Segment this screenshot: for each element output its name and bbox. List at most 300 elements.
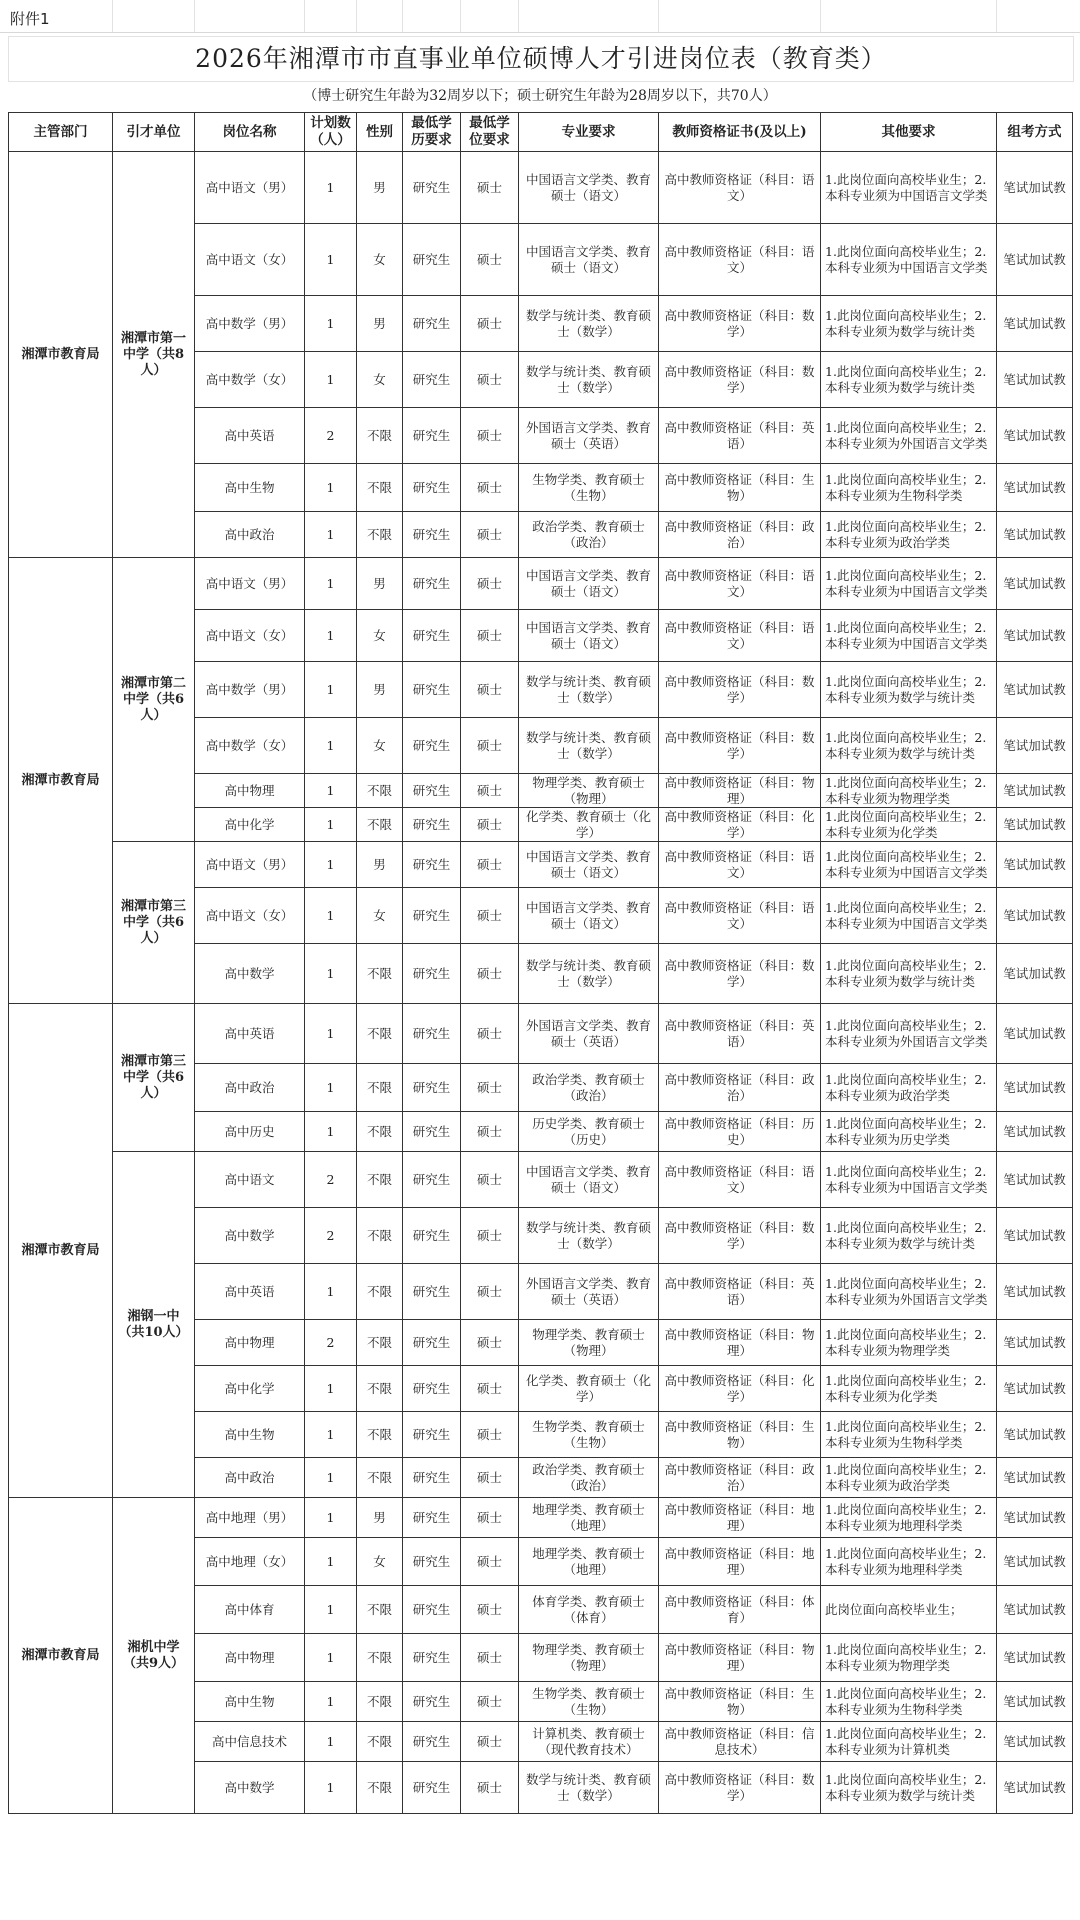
min-education-cell: 研究生 <box>403 464 461 512</box>
exam-method-cell: 笔试加试教 <box>997 1762 1073 1814</box>
certificate-requirement-cell: 高中教师资格证（科目：政治） <box>659 1064 821 1112</box>
min-education-cell: 研究生 <box>403 1458 461 1498</box>
header-min-education: 最低学历要求 <box>403 113 461 152</box>
certificate-requirement-cell: 高中教师资格证（科目：数学） <box>659 296 821 352</box>
min-education-cell: 研究生 <box>403 224 461 296</box>
major-requirement-cell: 数学与统计类、教育硕士（数学） <box>519 296 659 352</box>
major-requirement-cell: 物理学类、教育硕士（物理） <box>519 1634 659 1682</box>
gender-cell: 男 <box>357 662 403 718</box>
other-requirement-cell: 1.此岗位面向高校毕业生；2.本科专业须为历史学类 <box>821 1112 997 1152</box>
min-education-cell: 研究生 <box>403 610 461 662</box>
other-requirement-cell: 1.此岗位面向高校毕业生；2.本科专业须为生物科学类 <box>821 464 997 512</box>
certificate-requirement-cell: 高中教师资格证（科目：地理） <box>659 1498 821 1538</box>
min-degree-cell: 硕士 <box>461 944 519 1004</box>
other-requirement-cell: 1.此岗位面向高校毕业生；2.本科专业须为政治学类 <box>821 1064 997 1112</box>
certificate-requirement-cell: 高中教师资格证（科目：英语） <box>659 1264 821 1320</box>
exam-method-cell: 笔试加试教 <box>997 1682 1073 1722</box>
certificate-requirement-cell: 高中教师资格证（科目：数学） <box>659 1762 821 1814</box>
other-requirement-cell: 1.此岗位面向高校毕业生；2.本科专业须为地理科学类 <box>821 1538 997 1586</box>
header-position: 岗位名称 <box>195 113 305 152</box>
position-name-cell: 高中地理（女） <box>195 1538 305 1586</box>
min-education-cell: 研究生 <box>403 944 461 1004</box>
position-name-cell: 高中英语 <box>195 408 305 464</box>
certificate-requirement-cell: 高中教师资格证（科目：信息技术） <box>659 1722 821 1762</box>
major-requirement-cell: 中国语言文学类、教育硕士（语文） <box>519 610 659 662</box>
min-degree-cell: 硕士 <box>461 224 519 296</box>
certificate-requirement-cell: 高中教师资格证（科目：数学） <box>659 1208 821 1264</box>
min-degree-cell: 硕士 <box>461 1366 519 1412</box>
certificate-requirement-cell: 高中教师资格证（科目：语文） <box>659 842 821 888</box>
gender-cell: 女 <box>357 610 403 662</box>
min-degree-cell: 硕士 <box>461 1634 519 1682</box>
plan-count-cell: 1 <box>305 1366 357 1412</box>
certificate-requirement-cell: 高中教师资格证（科目：生物） <box>659 1682 821 1722</box>
sheet-cell <box>820 0 997 32</box>
header-major: 专业要求 <box>519 113 659 152</box>
table-body <box>9 152 1073 1814</box>
gender-cell: 不限 <box>357 774 403 808</box>
gender-cell: 不限 <box>357 1682 403 1722</box>
min-degree-cell: 硕士 <box>461 1412 519 1458</box>
position-name-cell: 高中语文（女） <box>195 610 305 662</box>
plan-count-cell: 1 <box>305 610 357 662</box>
exam-method-cell: 笔试加试教 <box>997 774 1073 808</box>
major-requirement-cell: 地理学类、教育硕士（地理） <box>519 1498 659 1538</box>
certificate-requirement-cell: 高中教师资格证（科目：语文） <box>659 888 821 944</box>
exam-method-cell: 笔试加试教 <box>997 1264 1073 1320</box>
sheet-cell <box>402 0 461 32</box>
gender-cell: 不限 <box>357 1112 403 1152</box>
other-requirement-cell: 1.此岗位面向高校毕业生；2.本科专业须为数学与统计类 <box>821 1762 997 1814</box>
unit-cell: 湘钢一中（共10人） <box>113 1152 195 1498</box>
major-requirement-cell: 数学与统计类、教育硕士（数学） <box>519 1762 659 1814</box>
gender-cell: 女 <box>357 224 403 296</box>
certificate-requirement-cell: 高中教师资格证（科目：物理） <box>659 774 821 808</box>
major-requirement-cell: 数学与统计类、教育硕士（数学） <box>519 1208 659 1264</box>
position-name-cell: 高中地理（男） <box>195 1498 305 1538</box>
exam-method-cell: 笔试加试教 <box>997 718 1073 774</box>
major-requirement-cell: 中国语言文学类、教育硕士（语文） <box>519 152 659 224</box>
min-degree-cell: 硕士 <box>461 1722 519 1762</box>
certificate-requirement-cell: 高中教师资格证（科目：英语） <box>659 1004 821 1064</box>
document-subtitle: （博士研究生年龄为32周岁以下；硕士研究生年龄为28周岁以下，共70人） <box>303 88 777 104</box>
min-degree-cell: 硕士 <box>461 296 519 352</box>
exam-method-cell: 笔试加试教 <box>997 944 1073 1004</box>
major-requirement-cell: 生物学类、教育硕士（生物） <box>519 464 659 512</box>
exam-method-cell: 笔试加试教 <box>997 1538 1073 1586</box>
gender-cell: 不限 <box>357 1208 403 1264</box>
other-requirement-cell: 1.此岗位面向高校毕业生；2.本科专业须为中国语言文学类 <box>821 610 997 662</box>
plan-count-cell: 1 <box>305 1412 357 1458</box>
plan-count-cell: 1 <box>305 1458 357 1498</box>
other-requirement-cell: 1.此岗位面向高校毕业生；2.本科专业须为物理学类 <box>821 774 997 808</box>
plan-count-cell: 1 <box>305 352 357 408</box>
sheet-cell <box>658 0 821 32</box>
min-degree-cell: 硕士 <box>461 1004 519 1064</box>
other-requirement-cell: 1.此岗位面向高校毕业生；2.本科专业须为政治学类 <box>821 1458 997 1498</box>
min-degree-cell: 硕士 <box>461 1264 519 1320</box>
major-requirement-cell: 外国语言文学类、教育硕士（英语） <box>519 408 659 464</box>
position-name-cell: 高中生物 <box>195 1412 305 1458</box>
position-name-cell: 高中语文 <box>195 1152 305 1208</box>
exam-method-cell: 笔试加试教 <box>997 1112 1073 1152</box>
header-other: 其他要求 <box>821 113 997 152</box>
other-requirement-cell: 此岗位面向高校毕业生； <box>821 1586 997 1634</box>
gender-cell: 不限 <box>357 1366 403 1412</box>
min-education-cell: 研究生 <box>403 558 461 610</box>
exam-method-cell: 笔试加试教 <box>997 610 1073 662</box>
other-requirement-cell: 1.此岗位面向高校毕业生；2.本科专业须为化学类 <box>821 1366 997 1412</box>
gender-cell: 男 <box>357 1498 403 1538</box>
certificate-requirement-cell: 高中教师资格证（科目：体育） <box>659 1586 821 1634</box>
exam-method-cell: 笔试加试教 <box>997 408 1073 464</box>
major-requirement-cell: 数学与统计类、教育硕士（数学） <box>519 352 659 408</box>
major-requirement-cell: 政治学类、教育硕士（政治） <box>519 512 659 558</box>
certificate-requirement-cell: 高中教师资格证（科目：政治） <box>659 1458 821 1498</box>
major-requirement-cell: 地理学类、教育硕士（地理） <box>519 1538 659 1586</box>
min-education-cell: 研究生 <box>403 774 461 808</box>
plan-count-cell: 1 <box>305 1762 357 1814</box>
dept-cell: 湘潭市教育局 <box>9 1498 113 1814</box>
min-degree-cell: 硕士 <box>461 464 519 512</box>
other-requirement-cell: 1.此岗位面向高校毕业生；2.本科专业须为中国语言文学类 <box>821 842 997 888</box>
exam-method-cell: 笔试加试教 <box>997 1004 1073 1064</box>
position-name-cell: 高中物理 <box>195 1320 305 1366</box>
certificate-requirement-cell: 高中教师资格证（科目：语文） <box>659 224 821 296</box>
plan-count-cell: 1 <box>305 808 357 842</box>
major-requirement-cell: 数学与统计类、教育硕士（数学） <box>519 718 659 774</box>
exam-method-cell: 笔试加试教 <box>997 1586 1073 1634</box>
min-degree-cell: 硕士 <box>461 842 519 888</box>
min-degree-cell: 硕士 <box>461 352 519 408</box>
position-name-cell: 高中政治 <box>195 1458 305 1498</box>
major-requirement-cell: 数学与统计类、教育硕士（数学） <box>519 662 659 718</box>
exam-method-cell: 笔试加试教 <box>997 1412 1073 1458</box>
min-education-cell: 研究生 <box>403 1004 461 1064</box>
certificate-requirement-cell: 高中教师资格证（科目：地理） <box>659 1538 821 1586</box>
min-degree-cell: 硕士 <box>461 1498 519 1538</box>
gender-cell: 不限 <box>357 1412 403 1458</box>
min-degree-cell: 硕士 <box>461 1762 519 1814</box>
gender-cell: 女 <box>357 718 403 774</box>
unit-cell: 湘潭市第一中学（共8人） <box>113 152 195 558</box>
gender-cell: 不限 <box>357 808 403 842</box>
major-requirement-cell: 外国语言文学类、教育硕士（英语） <box>519 1004 659 1064</box>
other-requirement-cell: 1.此岗位面向高校毕业生；2.本科专业须为计算机类 <box>821 1722 997 1762</box>
gender-cell: 不限 <box>357 1458 403 1498</box>
header-unit: 引才单位 <box>113 113 195 152</box>
plan-count-cell: 1 <box>305 1004 357 1064</box>
major-requirement-cell: 物理学类、教育硕士（物理） <box>519 1320 659 1366</box>
certificate-requirement-cell: 高中教师资格证（科目：化学） <box>659 808 821 842</box>
other-requirement-cell: 1.此岗位面向高校毕业生；2.本科专业须为生物科学类 <box>821 1412 997 1458</box>
min-degree-cell: 硕士 <box>461 1458 519 1498</box>
gender-cell: 不限 <box>357 1064 403 1112</box>
min-education-cell: 研究生 <box>403 718 461 774</box>
position-name-cell: 高中数学（女） <box>195 352 305 408</box>
position-name-cell: 高中信息技术 <box>195 1722 305 1762</box>
min-education-cell: 研究生 <box>403 352 461 408</box>
gender-cell: 女 <box>357 352 403 408</box>
dept-cell: 湘潭市教育局 <box>9 152 113 558</box>
gender-cell: 男 <box>357 296 403 352</box>
other-requirement-cell: 1.此岗位面向高校毕业生；2.本科专业须为中国语言文学类 <box>821 152 997 224</box>
min-education-cell: 研究生 <box>403 1682 461 1722</box>
position-name-cell: 高中化学 <box>195 808 305 842</box>
plan-count-cell: 2 <box>305 1320 357 1366</box>
position-name-cell: 高中政治 <box>195 1064 305 1112</box>
major-requirement-cell: 体育学类、教育硕士（体育） <box>519 1586 659 1634</box>
major-requirement-cell: 化学类、教育硕士（化学） <box>519 808 659 842</box>
major-requirement-cell: 生物学类、教育硕士（生物） <box>519 1682 659 1722</box>
gender-cell: 不限 <box>357 1320 403 1366</box>
unit-cell: 湘潭市第二中学（共6人） <box>113 558 195 842</box>
min-degree-cell: 硕士 <box>461 1538 519 1586</box>
exam-method-cell: 笔试加试教 <box>997 352 1073 408</box>
position-name-cell: 高中历史 <box>195 1112 305 1152</box>
min-education-cell: 研究生 <box>403 1112 461 1152</box>
exam-method-cell: 笔试加试教 <box>997 1498 1073 1538</box>
min-education-cell: 研究生 <box>403 1634 461 1682</box>
certificate-requirement-cell: 高中教师资格证（科目：英语） <box>659 408 821 464</box>
unit-cell: 湘机中学（共9人） <box>113 1498 195 1814</box>
header-min-degree: 最低学位要求 <box>461 113 519 152</box>
major-requirement-cell: 计算机类、教育硕士（现代教育技术） <box>519 1722 659 1762</box>
plan-count-cell: 1 <box>305 1264 357 1320</box>
certificate-requirement-cell: 高中教师资格证（科目：化学） <box>659 1366 821 1412</box>
other-requirement-cell: 1.此岗位面向高校毕业生；2.本科专业须为中国语言文学类 <box>821 558 997 610</box>
plan-count-cell: 1 <box>305 152 357 224</box>
min-education-cell: 研究生 <box>403 1152 461 1208</box>
gender-cell: 男 <box>357 152 403 224</box>
exam-method-cell: 笔试加试教 <box>997 224 1073 296</box>
major-requirement-cell: 中国语言文学类、教育硕士（语文） <box>519 224 659 296</box>
min-education-cell: 研究生 <box>403 512 461 558</box>
positions-table <box>8 112 1073 1814</box>
plan-count-cell: 1 <box>305 1586 357 1634</box>
min-degree-cell: 硕士 <box>461 152 519 224</box>
other-requirement-cell: 1.此岗位面向高校毕业生；2.本科专业须为数学与统计类 <box>821 944 997 1004</box>
gender-cell: 不限 <box>357 1722 403 1762</box>
gender-cell: 不限 <box>357 944 403 1004</box>
other-requirement-cell: 1.此岗位面向高校毕业生；2.本科专业须为外国语言文学类 <box>821 1004 997 1064</box>
plan-count-cell: 2 <box>305 408 357 464</box>
plan-count-cell: 2 <box>305 1208 357 1264</box>
exam-method-cell: 笔试加试教 <box>997 512 1073 558</box>
min-degree-cell: 硕士 <box>461 1112 519 1152</box>
table-row <box>9 842 1073 888</box>
table-row <box>9 152 1073 224</box>
plan-count-cell: 1 <box>305 1634 357 1682</box>
min-education-cell: 研究生 <box>403 1586 461 1634</box>
gender-cell: 男 <box>357 842 403 888</box>
gender-cell: 不限 <box>357 512 403 558</box>
other-requirement-cell: 1.此岗位面向高校毕业生；2.本科专业须为数学与统计类 <box>821 718 997 774</box>
exam-method-cell: 笔试加试教 <box>997 1208 1073 1264</box>
position-name-cell: 高中数学（女） <box>195 718 305 774</box>
gender-cell: 不限 <box>357 1634 403 1682</box>
gender-cell: 不限 <box>357 1004 403 1064</box>
major-requirement-cell: 生物学类、教育硕士（生物） <box>519 1412 659 1458</box>
unit-cell: 湘潭市第三中学（共6人） <box>113 1004 195 1152</box>
position-name-cell: 高中英语 <box>195 1004 305 1064</box>
min-education-cell: 研究生 <box>403 408 461 464</box>
min-degree-cell: 硕士 <box>461 1064 519 1112</box>
exam-method-cell: 笔试加试教 <box>997 888 1073 944</box>
dept-cell: 湘潭市教育局 <box>9 1004 113 1498</box>
other-requirement-cell: 1.此岗位面向高校毕业生；2.本科专业须为数学与统计类 <box>821 352 997 408</box>
other-requirement-cell: 1.此岗位面向高校毕业生；2.本科专业须为化学类 <box>821 808 997 842</box>
gender-cell: 不限 <box>357 1264 403 1320</box>
major-requirement-cell: 数学与统计类、教育硕士（数学） <box>519 944 659 1004</box>
min-education-cell: 研究生 <box>403 1412 461 1458</box>
position-name-cell: 高中政治 <box>195 512 305 558</box>
min-education-cell: 研究生 <box>403 1762 461 1814</box>
min-degree-cell: 硕士 <box>461 888 519 944</box>
exam-method-cell: 笔试加试教 <box>997 1366 1073 1412</box>
sheet-cell <box>304 0 357 32</box>
certificate-requirement-cell: 高中教师资格证（科目：物理） <box>659 1320 821 1366</box>
sheet-cell <box>356 0 403 32</box>
sheet-cell <box>460 0 519 32</box>
position-name-cell: 高中数学 <box>195 1208 305 1264</box>
document-title: 2026年湘潭市市直事业单位硕博人才引进岗位表（教育类） <box>8 36 1074 82</box>
gender-cell: 女 <box>357 888 403 944</box>
table-row <box>9 1152 1073 1208</box>
position-name-cell: 高中英语 <box>195 1264 305 1320</box>
min-education-cell: 研究生 <box>403 1320 461 1366</box>
min-education-cell: 研究生 <box>403 1498 461 1538</box>
gender-cell: 不限 <box>357 1586 403 1634</box>
min-education-cell: 研究生 <box>403 842 461 888</box>
other-requirement-cell: 1.此岗位面向高校毕业生；2.本科专业须为数学与统计类 <box>821 296 997 352</box>
plan-count-cell: 1 <box>305 1682 357 1722</box>
other-requirement-cell: 1.此岗位面向高校毕业生；2.本科专业须为外国语言文学类 <box>821 408 997 464</box>
min-degree-cell: 硕士 <box>461 1682 519 1722</box>
other-requirement-cell: 1.此岗位面向高校毕业生；2.本科专业须为中国语言文学类 <box>821 888 997 944</box>
plan-count-cell: 1 <box>305 1722 357 1762</box>
min-education-cell: 研究生 <box>403 662 461 718</box>
plan-count-cell: 1 <box>305 888 357 944</box>
major-requirement-cell: 政治学类、教育硕士（政治） <box>519 1458 659 1498</box>
table-row <box>9 558 1073 610</box>
position-name-cell: 高中语文（女） <box>195 224 305 296</box>
major-requirement-cell: 历史学类、教育硕士（历史） <box>519 1112 659 1152</box>
major-requirement-cell: 中国语言文学类、教育硕士（语文） <box>519 888 659 944</box>
other-requirement-cell: 1.此岗位面向高校毕业生；2.本科专业须为政治学类 <box>821 512 997 558</box>
other-requirement-cell: 1.此岗位面向高校毕业生；2.本科专业须为生物科学类 <box>821 1682 997 1722</box>
certificate-requirement-cell: 高中教师资格证（科目：生物） <box>659 1412 821 1458</box>
other-requirement-cell: 1.此岗位面向高校毕业生；2.本科专业须为中国语言文学类 <box>821 1152 997 1208</box>
min-education-cell: 研究生 <box>403 1264 461 1320</box>
exam-method-cell: 笔试加试教 <box>997 808 1073 842</box>
position-name-cell: 高中数学（男） <box>195 662 305 718</box>
min-education-cell: 研究生 <box>403 1064 461 1112</box>
exam-method-cell: 笔试加试教 <box>997 152 1073 224</box>
plan-count-cell: 1 <box>305 944 357 1004</box>
plan-count-cell: 1 <box>305 774 357 808</box>
attachment-label: 附件1 <box>10 10 50 28</box>
exam-method-cell: 笔试加试教 <box>997 296 1073 352</box>
certificate-requirement-cell: 高中教师资格证（科目：政治） <box>659 512 821 558</box>
exam-method-cell: 笔试加试教 <box>997 1320 1073 1366</box>
gender-cell: 不限 <box>357 1152 403 1208</box>
other-requirement-cell: 1.此岗位面向高校毕业生；2.本科专业须为数学与统计类 <box>821 662 997 718</box>
position-name-cell: 高中语文（男） <box>195 842 305 888</box>
other-requirement-cell: 1.此岗位面向高校毕业生；2.本科专业须为数学与统计类 <box>821 1208 997 1264</box>
position-name-cell: 高中语文（女） <box>195 888 305 944</box>
exam-method-cell: 笔试加试教 <box>997 1064 1073 1112</box>
certificate-requirement-cell: 高中教师资格证（科目：数学） <box>659 944 821 1004</box>
position-name-cell: 高中数学 <box>195 944 305 1004</box>
exam-method-cell: 笔试加试教 <box>997 464 1073 512</box>
position-name-cell: 高中语文（男） <box>195 558 305 610</box>
header-row <box>9 113 1073 152</box>
position-name-cell: 高中化学 <box>195 1366 305 1412</box>
plan-count-cell: 1 <box>305 662 357 718</box>
table-row <box>9 1498 1073 1538</box>
position-name-cell: 高中生物 <box>195 1682 305 1722</box>
major-requirement-cell: 政治学类、教育硕士（政治） <box>519 1064 659 1112</box>
plan-count-cell: 1 <box>305 718 357 774</box>
header-gender: 性别 <box>357 113 403 152</box>
plan-count-cell: 1 <box>305 1112 357 1152</box>
min-education-cell: 研究生 <box>403 1366 461 1412</box>
exam-method-cell: 笔试加试教 <box>997 662 1073 718</box>
major-requirement-cell: 物理学类、教育硕士（物理） <box>519 774 659 808</box>
major-requirement-cell: 中国语言文学类、教育硕士（语文） <box>519 842 659 888</box>
other-requirement-cell: 1.此岗位面向高校毕业生；2.本科专业须为中国语言文学类 <box>821 224 997 296</box>
min-education-cell: 研究生 <box>403 1722 461 1762</box>
position-name-cell: 高中体育 <box>195 1586 305 1634</box>
min-education-cell: 研究生 <box>403 808 461 842</box>
position-name-cell: 高中物理 <box>195 1634 305 1682</box>
major-requirement-cell: 中国语言文学类、教育硕士（语文） <box>519 558 659 610</box>
min-education-cell: 研究生 <box>403 1208 461 1264</box>
plan-count-cell: 1 <box>305 1538 357 1586</box>
exam-method-cell: 笔试加试教 <box>997 1722 1073 1762</box>
position-name-cell: 高中生物 <box>195 464 305 512</box>
min-education-cell: 研究生 <box>403 152 461 224</box>
min-degree-cell: 硕士 <box>461 662 519 718</box>
major-requirement-cell: 中国语言文学类、教育硕士（语文） <box>519 1152 659 1208</box>
table-row <box>9 1004 1073 1064</box>
min-degree-cell: 硕士 <box>461 1208 519 1264</box>
certificate-requirement-cell: 高中教师资格证（科目：语文） <box>659 152 821 224</box>
exam-method-cell: 笔试加试教 <box>997 1152 1073 1208</box>
min-degree-cell: 硕士 <box>461 558 519 610</box>
certificate-requirement-cell: 高中教师资格证（科目：数学） <box>659 662 821 718</box>
gender-cell: 不限 <box>357 1762 403 1814</box>
major-requirement-cell: 外国语言文学类、教育硕士（英语） <box>519 1264 659 1320</box>
min-degree-cell: 硕士 <box>461 610 519 662</box>
certificate-requirement-cell: 高中教师资格证（科目：历史） <box>659 1112 821 1152</box>
plan-count-cell: 1 <box>305 1498 357 1538</box>
header-dept: 主管部门 <box>9 113 113 152</box>
certificate-requirement-cell: 高中教师资格证（科目：语文） <box>659 1152 821 1208</box>
min-education-cell: 研究生 <box>403 296 461 352</box>
position-name-cell: 高中语文（男） <box>195 152 305 224</box>
header-certificate: 教师资格证书(及以上) <box>659 113 821 152</box>
certificate-requirement-cell: 高中教师资格证（科目：语文） <box>659 558 821 610</box>
certificate-requirement-cell: 高中教师资格证（科目：语文） <box>659 610 821 662</box>
plan-count-cell: 1 <box>305 842 357 888</box>
exam-method-cell: 笔试加试教 <box>997 1634 1073 1682</box>
plan-count-cell: 1 <box>305 464 357 512</box>
exam-method-cell: 笔试加试教 <box>997 558 1073 610</box>
major-requirement-cell: 化学类、教育硕士（化学） <box>519 1366 659 1412</box>
gender-cell: 女 <box>357 1538 403 1586</box>
